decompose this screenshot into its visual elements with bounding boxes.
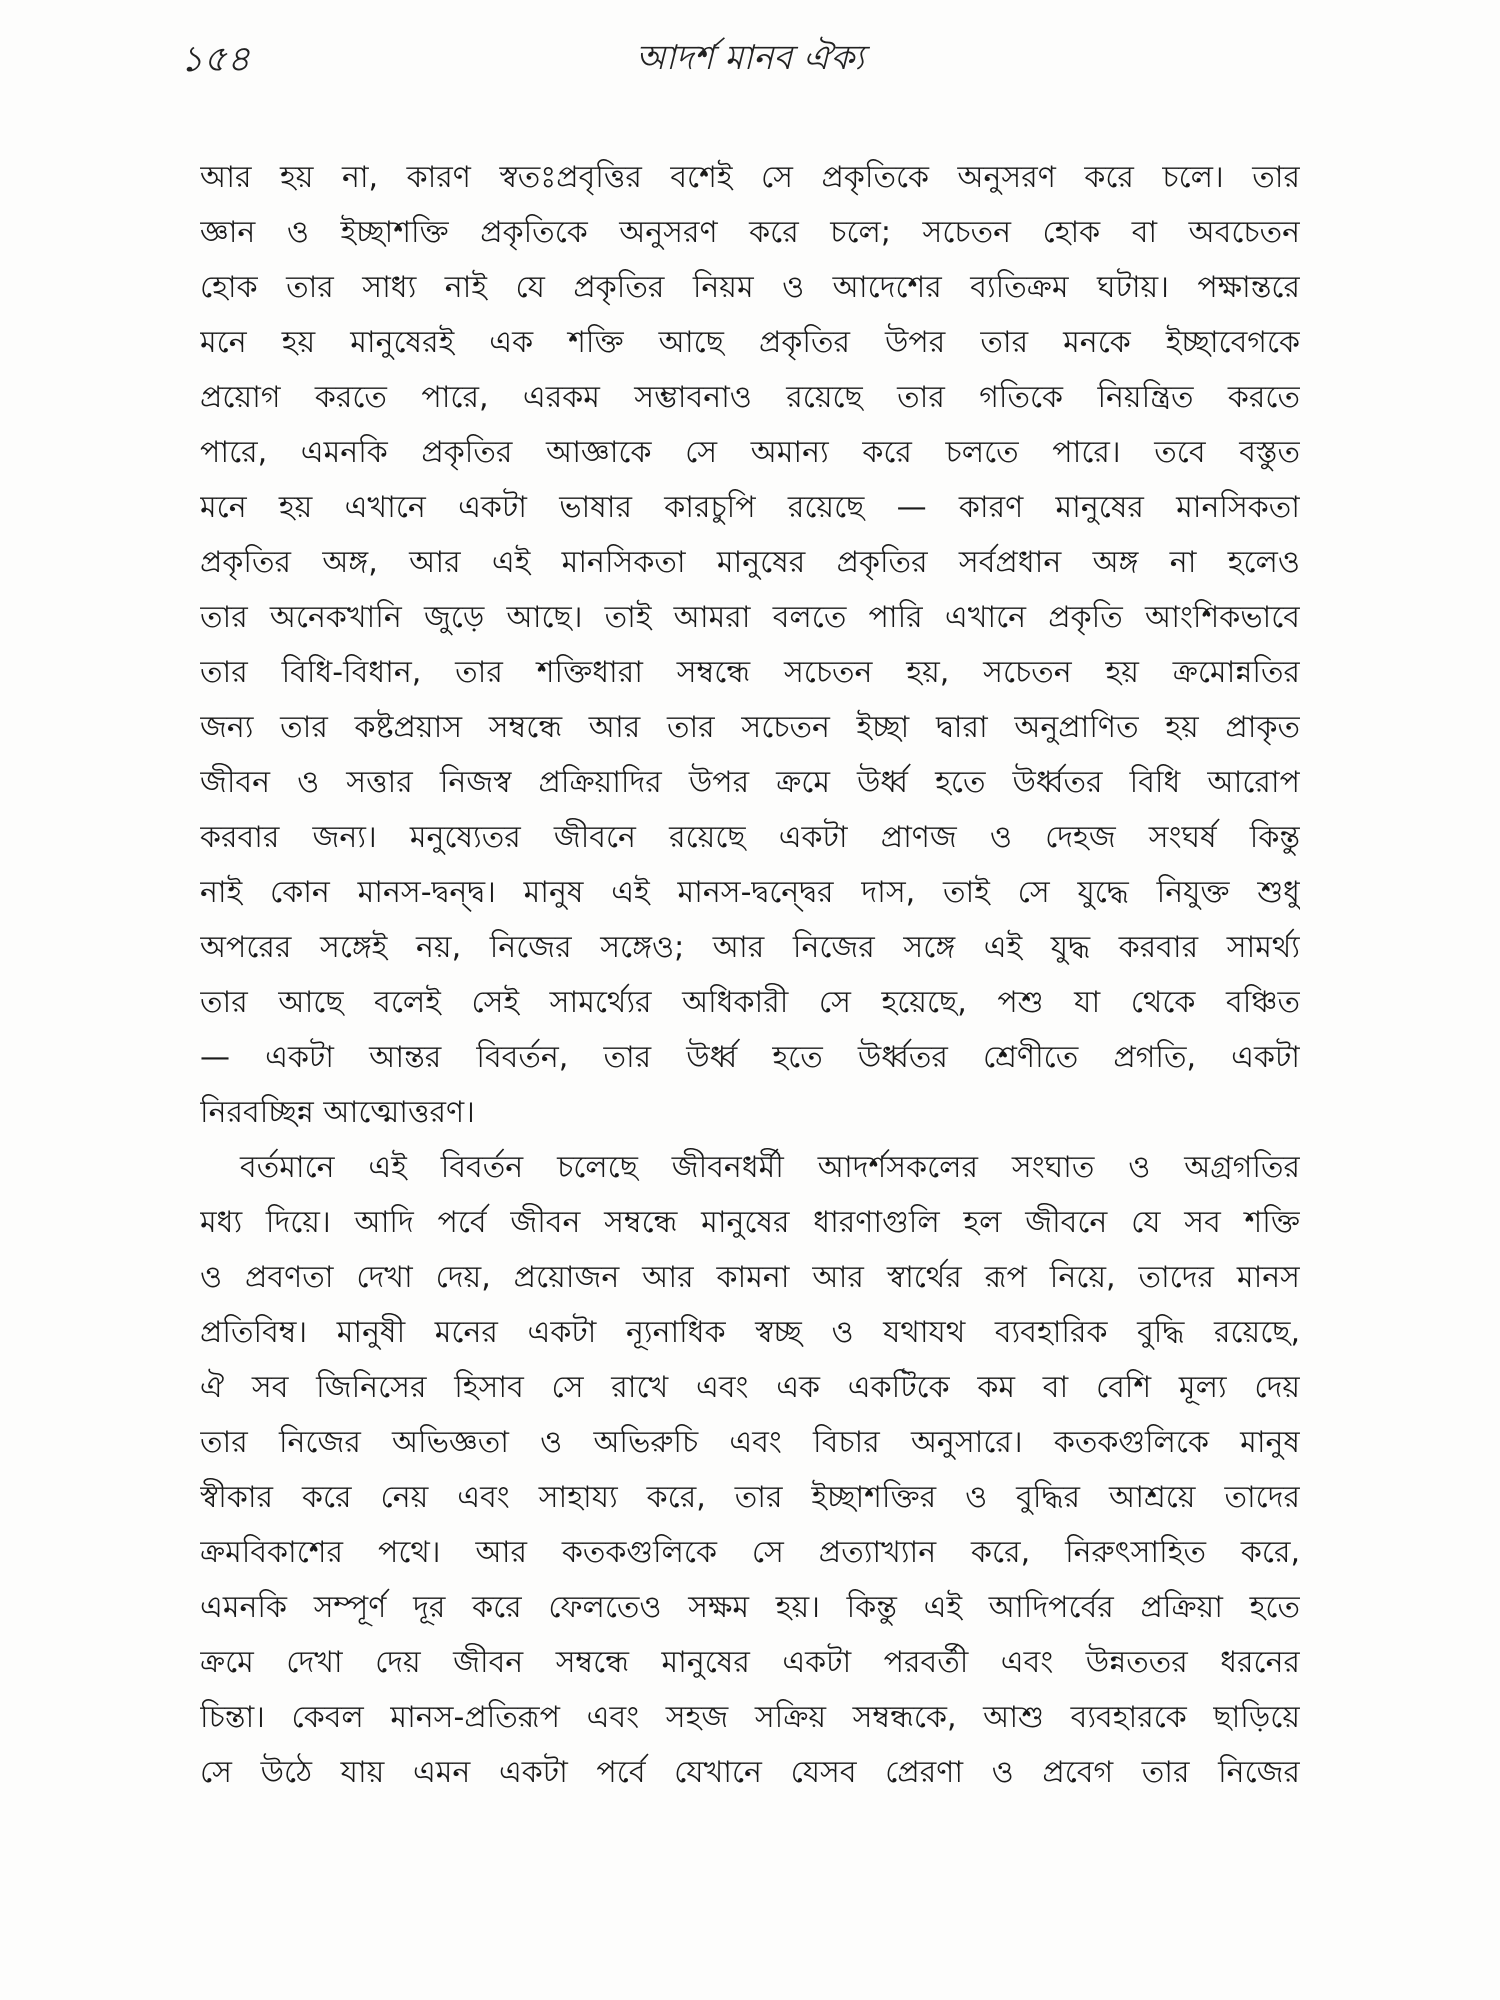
text-line: নাই কোন মানস-দ্বন্দ্ব। মানুষ এই মানস-দ্বন্দ্বের দাস, তাই সে যুদ্ধে নিযুক্ত শুধু [200, 875, 1300, 910]
running-title: আদর্শ মানব ঐক্য [635, 38, 865, 78]
text-line: পারে, এমনকি প্রকৃতির আজ্ঞাকে সে অমান্য করে চলতে পারে। তবে বস্তুত [200, 435, 1300, 470]
text-line: জীবন ও সত্তার নিজস্ব প্রক্রিয়াদির উপর ক্রমে উর্ধ্ব হতে উর্ধ্বতর বিধি আরোপ [200, 765, 1300, 800]
paragraph-1 [200, 150, 1300, 1140]
text-line: ক্রমবিকাশের পথে। আর কতকগুলিকে সে প্রত্যাখ্যান করে, নিরুৎসাহিত করে, [200, 1535, 1300, 1570]
page-number: ১৫৪ [180, 39, 251, 80]
text-line: প্রতিবিম্ব। মানুষী মনের একটা ন্যূনাধিক স্বচ্ছ ও যথাযথ ব্যবহারিক বুদ্ধি রয়েছে, [200, 1315, 1300, 1350]
text-line: জ্ঞান ও ইচ্ছাশক্তি প্রকৃতিকে অনুসরণ করে চলে; সচেতন হোক বা অবচেতন [200, 215, 1300, 250]
text-line: তার অনেকখানি জুড়ে আছে। তাই আমরা বলতে পারি এখানে প্রকৃতি আংশিকভাবে [200, 600, 1300, 635]
text-line: এমনকি সম্পূর্ণ দূর করে ফেলতেও সক্ষম হয়। কিন্তু এই আদিপর্বের প্রক্রিয়া হতে [200, 1590, 1300, 1625]
text-line: তার বিধি-বিধান, তার শক্তিধারা সম্বন্ধে সচেতন হয়, সচেতন হয় ক্রমোন্নতির [200, 655, 1300, 690]
text-line: অপরের সঙ্গেই নয়, নিজের সঙ্গেও; আর নিজের সঙ্গে এই যুদ্ধ করবার সামর্থ্য [200, 930, 1300, 965]
text-line: বর্তমানে এই বিবর্তন চলেছে জীবনধর্মী আদর্শসকলের সংঘাত ও অগ্রগতির [240, 1150, 1300, 1185]
page-header [170, 28, 1330, 88]
text-line: আর হয় না, কারণ স্বতঃপ্রবৃত্তির বশেই সে প্রকৃতিকে অনুসরণ করে চলে। তার [200, 160, 1300, 195]
text-line: স্বীকার করে নেয় এবং সাহায্য করে, তার ইচ্ছাশক্তির ও বুদ্ধির আশ্রয়ে তাদের [200, 1480, 1300, 1515]
text-line: প্রকৃতির অঙ্গ, আর এই মানসিকতা মানুষের প্রকৃতির সর্বপ্রধান অঙ্গ না হলেও [200, 545, 1300, 580]
text-line: তার আছে বলেই সেই সামর্থ্যের অধিকারী সে হয়েছে, পশু যা থেকে বঞ্চিত [200, 985, 1300, 1020]
text-line: চিন্তা। কেবল মানস-প্রতিরূপ এবং সহজ সক্রিয় সম্বন্ধকে, আশু ব্যবহারকে ছাড়িয়ে [200, 1700, 1300, 1735]
text-line: করবার জন্য। মনুষ্যেতর জীবনে রয়েছে একটা প্রাণজ ও দেহজ সংঘর্ষ কিন্তু [200, 820, 1300, 855]
text-line: মধ্য দিয়ে। আদি পর্বে জীবন সম্বন্ধে মানুষের ধারণাগুলি হল জীবনে যে সব শক্তি [200, 1205, 1300, 1240]
text-line: হোক তার সাধ্য নাই যে প্রকৃতির নিয়ম ও আদেশের ব্যতিক্রম ঘটায়। পক্ষান্তরে [200, 270, 1300, 305]
text-line: সে উঠে যায় এমন একটা পর্বে যেখানে যেসব প্রেরণা ও প্রবেগ তার নিজের [200, 1755, 1300, 1790]
text-line: ঐ সব জিনিসের হিসাব সে রাখে এবং এক একটিকে কম বা বেশি মূল্য দেয় [200, 1370, 1300, 1405]
text-line: মনে হয় এখানে একটা ভাষার কারচুপি রয়েছে — কারণ মানুষের মানসিকতা [200, 490, 1300, 525]
text-line: — একটা আন্তর বিবর্তন, তার উর্ধ্ব হতে উর্ধ্বতর শ্রেণীতে প্রগতি, একটা [200, 1040, 1300, 1075]
text-line: প্রয়োগ করতে পারে, এরকম সম্ভাবনাও রয়েছে তার গতিকে নিয়ন্ত্রিত করতে [200, 380, 1300, 415]
text-line: ক্রমে দেখা দেয় জীবন সম্বন্ধে মানুষের একটা পরবর্তী এবং উন্নততর ধরনের [200, 1645, 1300, 1680]
text-line: ও প্রবণতা দেখা দেয়, প্রয়োজন আর কামনা আর স্বার্থের রূপ নিয়ে, তাদের মানস [200, 1260, 1300, 1295]
text-line: তার নিজের অভিজ্ঞতা ও অভিরুচি এবং বিচার অনুসারে। কতকগুলিকে মানুষ [200, 1425, 1300, 1460]
body-text [200, 150, 1300, 1800]
text-line: মনে হয় মানুষেরই এক শক্তি আছে প্রকৃতির উপর তার মনকে ইচ্ছাবেগকে [200, 325, 1300, 360]
text-line: নিরবচ্ছিন্ন আত্মোত্তরণ। [200, 1095, 475, 1130]
paragraph-2 [200, 1140, 1300, 1800]
text-line: জন্য তার কষ্টপ্রয়াস সম্বন্ধে আর তার সচেতন ইচ্ছা দ্বারা অনুপ্রাণিত হয় প্রাকৃত [200, 710, 1300, 745]
